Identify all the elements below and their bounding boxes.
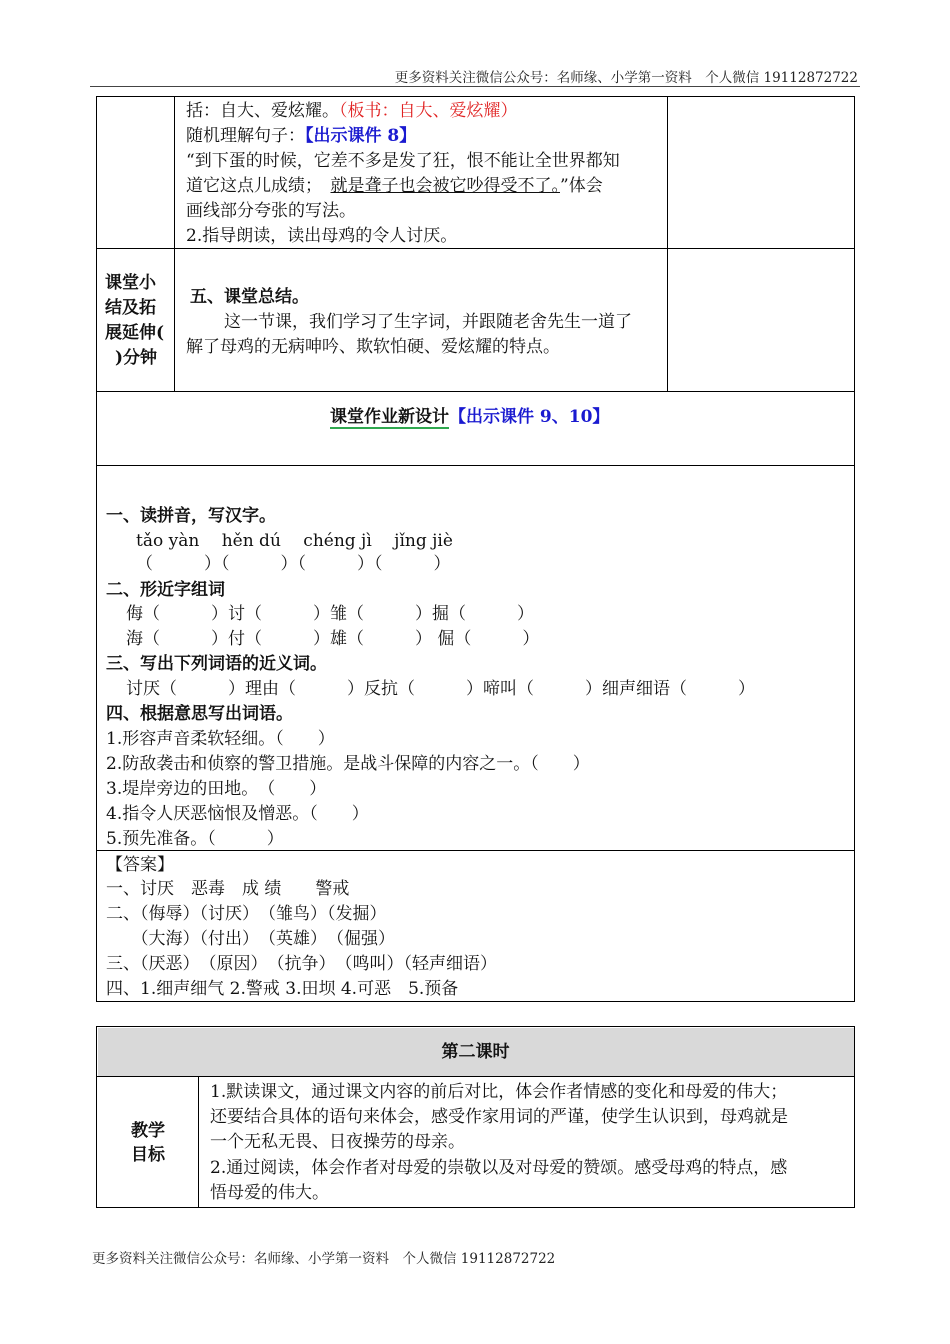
exercise-item: 4.指令人厌恶恼恨及憎恶。（ ） [106,804,369,824]
header-divider [90,86,860,87]
col-divider-right [667,96,668,391]
section-title: 二、形近字组词 [106,580,225,600]
pinyin-row: tǎo yàn hěn dú chéng jì jǐng jiè [136,531,453,551]
answer-line: 四、1.细声细气 2.警戒 3.田坝 4.可恶 5.预备 [106,979,459,999]
answer-line: 三、（厌恶） （原因） （抗争） （鸣叫）（轻声细语） [106,954,497,974]
goal-line: 1.默读课文，通过课文内容的前后对比，体会作者情感的变化和母爱的伟大； [210,1082,788,1102]
answer-line: 二、（侮辱）（讨厌） （雏鸟）（发掘） [106,904,387,924]
blank-row: （ ）（ ）（ ）（ ） [136,554,451,574]
answer-line: （大海）（付出） （英雄） （倔强） [106,929,395,949]
goal-line: 2.通过阅读，体会作者对母爱的崇敬以及对母爱的赞颂。感受母鸡的特点，感 [210,1158,788,1178]
courseware-tag: 【出示课件 8】 [305,126,417,146]
board-note: （板书：自大、爱炫耀） [339,101,518,121]
page-footer: 更多资料关注微信公众号：名师缘、小学第一资料 个人微信 19112872722 [92,1251,556,1267]
exercise-item: 5.预先准备。（ ） [106,829,284,849]
section-title: 一、读拼音，写汉字。 [106,506,276,526]
homework-title: 课堂作业新设计【出示课件 9、10】 [330,407,610,427]
text-line: 这一节课，我们学习了生字词，并跟随老舍先生一道了 [224,312,632,332]
summary-title: 五、课堂总结。 [190,287,309,307]
text-line: 2.指导朗读，读出母鸡的令人讨厌。 [186,226,458,246]
row-divider [96,465,855,466]
text-line: 道它这点儿成绩； 就是聋子也会被它吵得受不了。”体会 [186,176,603,196]
goal-line: 一个无私无畏、日夜操劳的母亲。 [210,1132,465,1152]
text-line: 画线部分夸张的写法。 [186,201,356,221]
section-title: 三、写出下列词语的近义词。 [106,654,327,674]
page-header: 更多资料关注微信公众号：名师缘、小学第一资料 个人微信 19112872722 [394,70,858,86]
answer-title: 【答案】 [106,855,174,875]
section-title: 四、根据意思写出词语。 [106,704,293,724]
exercise-row: 海（ ）付（ ）雄（ ） 倔（ ） [126,629,540,649]
col-divider [198,1076,199,1208]
goal-line: 还要结合具体的语句来体会，感受作家用词的严谨，使学生认识到，母鸡就是 [210,1107,788,1127]
text-line: 随机理解句子：【出示课件 8】 [186,126,417,146]
goal-line: 悟母爱的伟大。 [210,1183,329,1203]
text-line: 括：自大、爱炫耀。（板书：自大、爱炫耀） [186,101,518,121]
lesson2-title: 第二课时 [441,1042,510,1062]
answer-line: 一、讨厌 恶毒 成 绩 警戒 [106,879,350,899]
row-divider [96,391,855,392]
text-line: “到下蛋的时候，它差不多是发了狂，恨不能让全世界都知 [186,151,620,171]
row-divider [96,1076,855,1077]
exercise-row: 讨厌（ ）理由（ ）反抗（ ）啼叫（ ）细声细语（ ） [126,679,755,699]
text-line: 解了母鸡的无病呻吟、欺软怕硬、爱炫耀的特点。 [186,337,560,357]
exercise-row: 侮（ ）讨（ ）雏（ ）掘（ ） [126,604,534,624]
exercise-item: 3.堤岸旁边的田地。 （ ） [106,779,327,799]
col-divider-left [174,96,175,391]
courseware-tag: 【出示课件 9、10】 [449,407,610,427]
exercise-item: 2.防敌袭击和侦察的警卫措施。是战斗保障的内容之一。（ ） [106,754,590,774]
exercise-item: 1.形容声音柔软轻细。（ ） [106,729,335,749]
row-divider [96,248,855,249]
underlined-sentence: 就是聋子也会被它吵得受不了。 [330,176,560,196]
